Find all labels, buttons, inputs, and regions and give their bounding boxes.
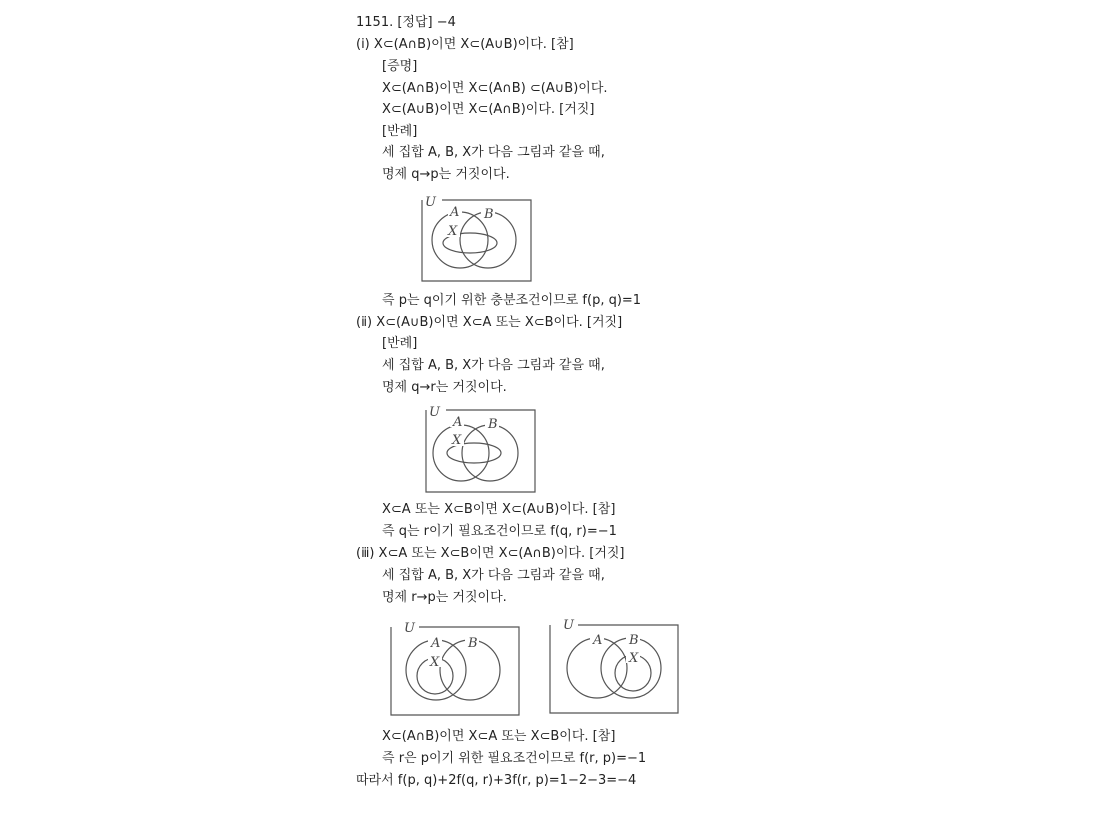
- venn-label-x: X: [430, 655, 440, 670]
- venn-diagram-4: [548, 616, 682, 716]
- venn-label-a: A: [453, 415, 463, 430]
- case-i-statement: (ⅰ) X⊂(A∩B)이면 X⊂(A∪B)이다. [참]: [356, 37, 574, 52]
- counterexample-label: [반례]: [382, 336, 418, 351]
- venn-label-a: A: [593, 633, 603, 648]
- conclusion-f-q-r: 즉 q는 r이기 필요조건이므로 f(q, r)=−1: [382, 524, 617, 539]
- venn-label-a: A: [431, 636, 441, 651]
- venn-label-b: B: [468, 636, 478, 651]
- venn-label-x: X: [448, 224, 458, 239]
- converse-true: X⊂(A∩B)이면 X⊂A 또는 X⊂B이다. [참]: [382, 729, 616, 744]
- proof-label: [증명]: [382, 59, 418, 74]
- conclusion-f-r-p: 즉 r은 p이기 위한 필요조건이므로 f(r, p)=−1: [382, 751, 647, 766]
- proof-line: X⊂(A∩B)이면 X⊂(A∩B) ⊂(A∪B)이다.: [382, 81, 608, 96]
- case-iii-statement: (ⅲ) X⊂A 또는 X⊂B이면 X⊂(A∩B)이다. [거짓]: [356, 546, 625, 561]
- counterexample-setup: 세 집합 A, B, X가 다음 그림과 같을 때,: [382, 358, 605, 373]
- venn-label-b: B: [484, 207, 494, 222]
- final-answer-line: 따라서 f(p, q)+2f(q, r)+3f(r, p)=1−2−3=−4: [356, 773, 637, 788]
- venn-label-x: X: [629, 651, 639, 666]
- venn-label-b: B: [488, 417, 498, 432]
- answer-header: 1151. [정답] −4: [356, 15, 456, 30]
- counterexample-setup: 세 집합 A, B, X가 다음 그림과 같을 때,: [382, 145, 605, 160]
- venn-label-a: A: [450, 205, 460, 220]
- counterexample-setup: 세 집합 A, B, X가 다음 그림과 같을 때,: [382, 568, 605, 583]
- venn-label-b: B: [629, 633, 639, 648]
- case-ii-statement: (ⅱ) X⊂(A∪B)이면 X⊂A 또는 X⊂B이다. [거짓]: [356, 315, 623, 330]
- venn-diagram-1: [412, 193, 534, 285]
- proposition-false: 명제 r→p는 거짓이다.: [382, 590, 507, 605]
- venn-diagram-3: [389, 618, 523, 718]
- proposition-false: 명제 q→p는 거짓이다.: [382, 167, 510, 182]
- venn-label-u: U: [429, 405, 440, 420]
- venn-diagram-2: [416, 403, 538, 495]
- counterexample-label: [반례]: [382, 124, 418, 139]
- conclusion-f-p-q: 즉 p는 q이기 위한 충분조건이므로 f(p, q)=1: [382, 293, 642, 308]
- proposition-false: 명제 q→r는 거짓이다.: [382, 380, 507, 395]
- venn-label-x: X: [452, 433, 462, 448]
- converse-true: X⊂A 또는 X⊂B이면 X⊂(A∪B)이다. [참]: [382, 502, 616, 517]
- venn-label-u: U: [425, 195, 436, 210]
- venn-label-u: U: [404, 621, 415, 636]
- converse-statement: X⊂(A∪B)이면 X⊂(A∩B)이다. [거짓]: [382, 102, 595, 117]
- venn-label-u: U: [563, 618, 574, 633]
